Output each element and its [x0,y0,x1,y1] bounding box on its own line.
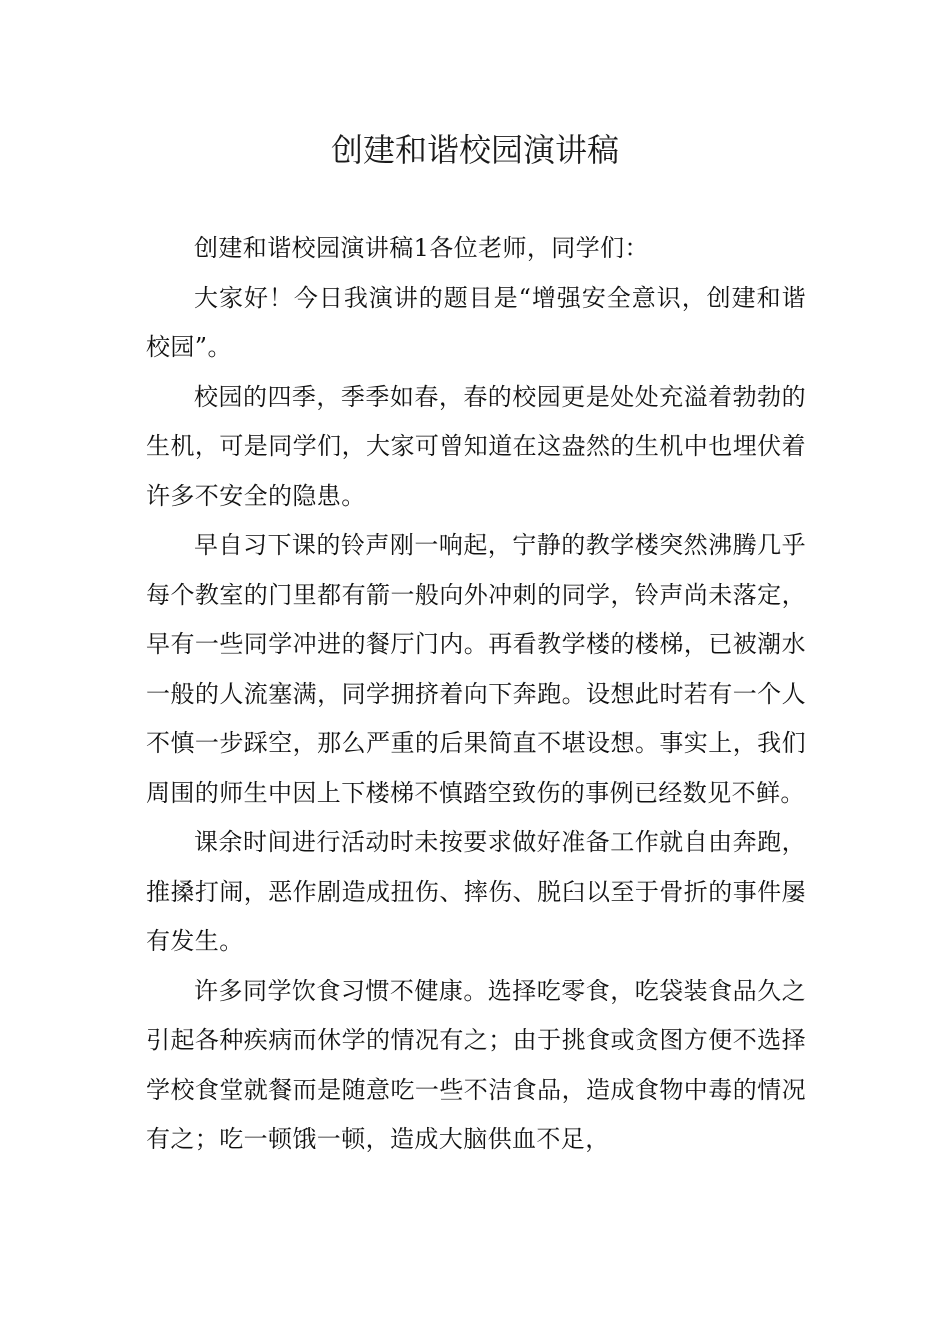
paragraph-2: 大家好！今日我演讲的题目是“增强安全意识，创建和谐校园”。 [146,283,806,361]
paragraph-4: 早自习下课的铃声刚一响起，宁静的教学楼突然沸腾几乎每个教室的门里都有箭一般向外冲刺的同学，铃声尚未落定，早有一些同学冲进的餐厅门内。再看教学楼的楼梯，已被潮水一般的人流塞满，同学拥挤着向下奔跑。设想此时若有一个人不慎一步踩空，那么严重的后果简直不堪设想。事实上，我们周围的师生中因上下楼梯不慎踏空致伤的事例已经数见不鲜。 [146,531,806,807]
paragraph-5: 课余时间进行活动时未按要求做好准备工作就自由奔跑，推搡打闹，恶作剧造成扭伤、摔伤、脱臼以至于骨折的事件屡有发生。 [146,828,806,955]
paragraph-1: 创建和谐校园演讲稿1各位老师，同学们： [194,234,649,262]
paragraph-6: 许多同学饮食习惯不健康。选择吃零食，吃袋装食品久之引起各种疾病而休学的情况有之；由于挑食或贪图方便不选择学校食堂就餐而是随意吃一些不洁食品，造成食物中毒的情况有之；吃一顿饿一顿，造成大脑供血不足， [146,976,806,1153]
document-title: 创建和谐校园演讲稿 [330,131,619,169]
document-body [146,224,806,1165]
paragraph-3: 校园的四季，季季如春，春的校园更是处处充溢着勃勃的生机，可是同学们，大家可曾知道在这盎然的生机中也埋伏着许多不安全的隐患。 [146,382,806,510]
